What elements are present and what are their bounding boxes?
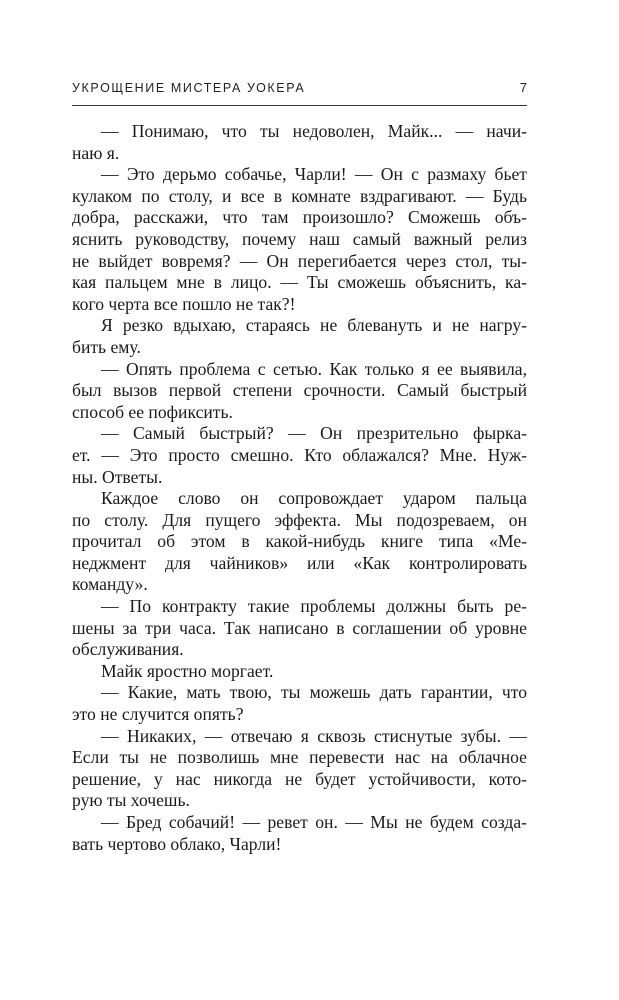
text-line: решение, у нас никогда не будет устойчивости, кото- <box>72 768 527 789</box>
text-line: кая пальцем мне в лицо. — Ты сможешь объяснить, ка- <box>72 272 527 293</box>
paragraph <box>72 726 527 812</box>
text-line: — Опять проблема с сетью. Как только я ее выявила, <box>101 358 527 379</box>
body-text <box>72 121 527 855</box>
paragraph <box>72 812 527 855</box>
text-line: по столу. Для пущего эффекта. Мы подозреваем, он <box>72 509 527 530</box>
text-line: — По контракту такие проблемы должны быть ре- <box>101 596 527 617</box>
paragraph <box>72 315 527 358</box>
text-line: Каждое слово он сопровождает ударом пальца <box>101 488 527 509</box>
text-line: не выйдет вовремя? — Он перегибается через стол, ты- <box>72 250 527 271</box>
paragraph <box>72 661 527 683</box>
paragraph <box>72 682 527 725</box>
text-line: — Самый быстрый? — Он презрительно фырка- <box>101 423 527 444</box>
text-line: прочитал об этом в какой-нибудь книге типа «Ме- <box>72 531 527 552</box>
text-line: — Понимаю, что ты недоволен, Майк... — начи- <box>101 121 527 141</box>
paragraph <box>72 596 527 661</box>
text-line: команду». <box>72 574 148 595</box>
text-line: это не случится опять? <box>72 704 244 725</box>
text-line: вать чертово облако, Чарли! <box>72 833 282 854</box>
running-title: УКРОЩЕНИЕ МИСТЕРА УОКЕРА <box>72 81 306 95</box>
text-line: кулаком по столу, и все в комнате вздрагивают. — Будь <box>72 185 527 206</box>
text-line: Я резко вдыхаю, стараясь не блевануть и не нагру- <box>101 315 527 336</box>
paragraph <box>72 164 527 315</box>
text-line: добра, расскажи, что там произошло? Сможешь объ- <box>72 207 527 228</box>
text-line: — Какие, мать твою, ты можешь дать гарантии, что <box>101 682 527 703</box>
text-line: Если ты не позволишь мне перевести нас на облачное <box>72 747 527 768</box>
text-line: рую ты хочешь. <box>72 790 190 811</box>
text-line: ны. Ответы. <box>72 466 163 487</box>
text-line: — Это дерьмо собачье, Чарли! — Он с размаху бьет <box>101 164 527 185</box>
text-line: наю я. <box>72 142 120 163</box>
running-head <box>72 80 527 100</box>
text-line: бить ему. <box>72 336 141 357</box>
header-rule <box>72 105 527 106</box>
page-number: 7 <box>519 80 527 95</box>
paragraph <box>72 359 527 424</box>
paragraph <box>72 488 527 596</box>
text-line: обслуживания. <box>72 639 184 660</box>
text-line: кого черта все пошло не так?! <box>72 293 296 314</box>
paragraph <box>72 423 527 488</box>
text-line: — Никаких, — отвечаю я сквозь стиснутые зубы. — <box>101 725 527 746</box>
text-line: способ ее пофиксить. <box>72 401 233 422</box>
text-line: яснить руководству, почему наш самый важный релиз <box>72 228 527 249</box>
text-line: шены за три часа. Так написано в соглашении об уровне <box>72 617 527 638</box>
text-line: был вызов первой степени срочности. Самый быстрый <box>72 380 527 401</box>
text-line: ет. — Это просто смешно. Кто облажался? Мне. Нуж- <box>72 444 527 465</box>
text-line: неджмент для чайников» или «Как контролировать <box>72 552 527 573</box>
paragraph <box>72 121 527 164</box>
text-line: — Бред собачий! — ревет он. — Мы не будем созда- <box>101 812 527 832</box>
text-line: Майк яростно моргает. <box>101 660 274 681</box>
